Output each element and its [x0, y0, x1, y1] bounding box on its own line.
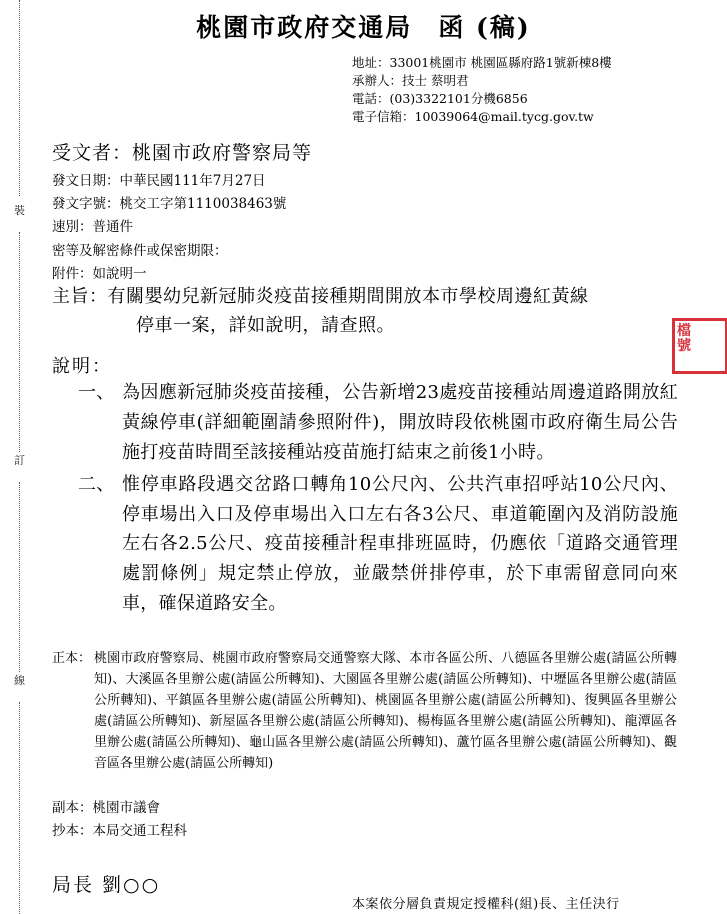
transcript-line: 抄本：本局交通工程科 — [52, 823, 187, 839]
item-number: 一、 — [78, 382, 115, 403]
subject-block — [52, 282, 677, 340]
item-number: 二、 — [78, 473, 115, 495]
binding-margin — [0, 0, 42, 914]
list-item — [78, 470, 678, 619]
metadata-block — [52, 170, 286, 286]
title-type: 函 (稿) — [438, 13, 531, 42]
fold-mark-3: 線 — [14, 674, 26, 687]
authorization-footnote: 本案依分層負責規定授權科(組)長、主任決行 — [352, 897, 620, 912]
confidentiality: 密等及解密條件或保密期限： — [52, 242, 228, 259]
subject-label: 主旨： — [52, 286, 108, 307]
speed-class: 速別：普通件 — [52, 219, 133, 236]
fold-mark-1: 裝 — [14, 204, 26, 217]
copy-to-line: 副本：桃園市議會 — [52, 800, 160, 816]
subject-text-line2: 停車一案，詳如說明，請查照。 — [136, 315, 395, 337]
explanation-label: 說明： — [52, 356, 112, 377]
contact-address: 地址：33001桃園市 桃園區縣府路1號新棟8樓 — [352, 55, 612, 70]
contact-email: 電子信箱：10039064@mail.tycg.gov.tw — [352, 109, 594, 125]
contact-officer: 承辦人：技士 蔡明君 — [352, 73, 469, 89]
recipient-line: 受文者：桃園市政府警察局等 — [52, 142, 313, 164]
attachment: 附件：如說明一 — [52, 265, 147, 282]
distribution-label: 正本： — [52, 651, 92, 666]
fold-mark-2: 訂 — [14, 454, 26, 467]
contact-phone: 電話：(03)3322101分機6856 — [352, 91, 528, 107]
file-number-stamp — [672, 318, 727, 374]
subject-text-line1: 有關嬰幼兒新冠肺炎疫苗接種期間開放本市學校周邊紅黃線 — [107, 286, 589, 307]
fold-dots-mid-upper — [19, 232, 20, 452]
distribution-text: 桃園市政府警察局、桃園市政府警察局交通警察大隊、本市各區公所、八德區各里辦公處(請區公所轉知)、大溪區各里辦公處(請區公所轉知)、大園區各里辦公處(請區公所轉知)、中壢區各里辦公處(請區公所轉知)、平鎮區各里辦公處(請區公所轉知)、桃園區各里辦公處(請區公所轉知)、復興區各里辦公處(請區公所轉知)、新屋區各里辦公處(請區公所轉知)、楊梅區各里辦公處(請區公所轉知)、龍潭區各里辦公處(請區公所轉知)、龜山區各里辦公處(請區公所轉知)、蘆竹區各里辦公處(請區公所轉知)、觀音區各里辦公處(請區公所轉知) — [94, 651, 677, 772]
explanation-items — [78, 378, 678, 621]
item-text: 惟停車路段遇交岔路口轉角10公尺內、公共汽車招呼站10公尺內、停車場出入口及停車場出入口左右各3公尺、車道範圍內及消防設施左右各2.5公尺、疫苗接種計程車排班區時，仍應依「道路交通管理處罰條例」規定禁止停放，並嚴禁併排停車，於下車需留意同向來車，確保道路安全。 — [122, 473, 678, 615]
signer-line: 局長 劉○○ — [52, 874, 161, 896]
fold-dots-bottom — [19, 702, 20, 914]
stamp-char-2: 號 — [677, 337, 690, 354]
title-agency: 桃園市政府交通局 — [196, 13, 413, 42]
fold-dots-mid-lower — [19, 482, 20, 672]
list-item — [78, 378, 678, 468]
issue-number: 發文字號：桃交工字第1110038463號 — [52, 196, 287, 213]
issue-date: 發文日期：中華民國111年7月27日 — [52, 173, 266, 189]
item-text: 為因應新冠肺炎疫苗接種，公告新增23處疫苗接種站周邊道路開放紅黃線停車(詳細範圍請參照附件)，開放時段依桃園市政府衛生局公告施打疫苗時間至該接種站疫苗施打結束之前後1小時。 — [122, 382, 678, 463]
distribution-block — [52, 648, 677, 774]
stamp-char-1: 檔 — [677, 323, 690, 339]
document-title — [0, 8, 727, 44]
contact-block — [352, 54, 682, 127]
